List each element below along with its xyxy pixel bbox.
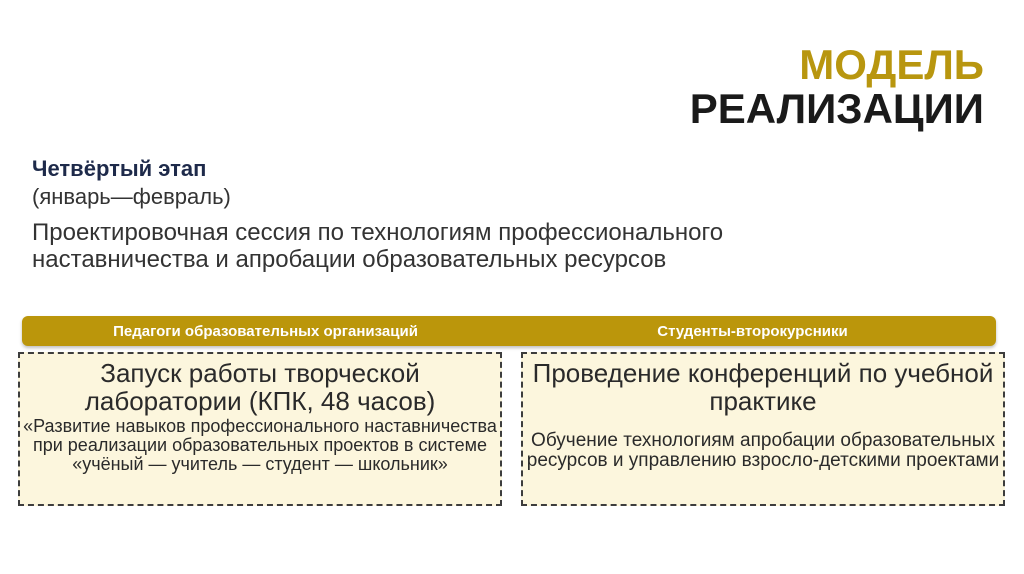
audience-banner xyxy=(22,316,996,346)
card-right-heading: Проведение конференций по учебной практике xyxy=(532,358,994,416)
title-line-2: РЕАЛИЗАЦИИ xyxy=(689,85,984,132)
card-conferences xyxy=(521,352,1005,506)
stage-description: Проектировочная сессия по технологиям профессионального наставничества и апробации образовательных ресурсов xyxy=(32,219,724,273)
banner-label-teachers: Педагоги образовательных организаций xyxy=(113,322,418,340)
card-left-heading: Запуск работы творческой лаборатории (КПК, 48 часов) xyxy=(84,358,436,416)
card-left-text: «Развитие навыков профессионального наставничества при реализации образовательных проектов в системе «учёный — учитель — студент — школьник» xyxy=(23,416,497,474)
banner-label-students: Студенты-второкурсники xyxy=(657,322,848,340)
stage-dates: (январь—февраль) xyxy=(32,184,231,209)
stage-title: Четвёртый этап xyxy=(32,156,207,181)
title-line-1: МОДЕЛЬ xyxy=(799,41,984,88)
slide-title xyxy=(689,41,984,132)
card-creative-lab xyxy=(18,352,502,506)
card-right-text: Обучение технологиям апробации образовательных ресурсов и управлению взросло-детскими проектами xyxy=(526,430,1000,472)
